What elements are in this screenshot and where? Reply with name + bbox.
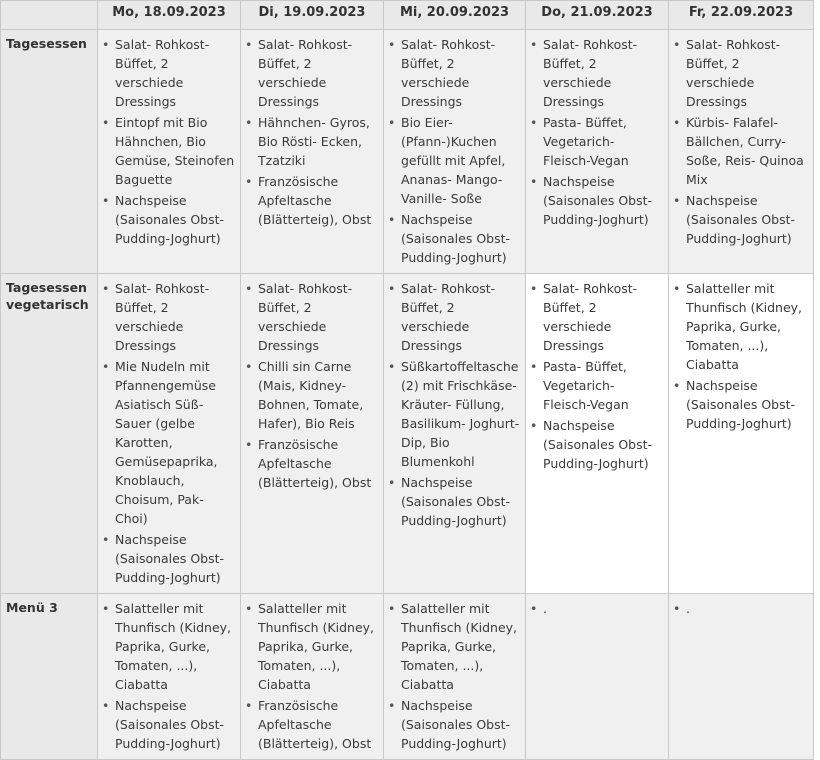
dish-list — [669, 599, 809, 618]
dish-item: • Salat- Rohkost-Büffet, 2 verschiede Dressings — [401, 279, 521, 355]
dish-item: • . — [543, 599, 664, 618]
dish-item: • Salat- Rohkost-Büffet, 2 verschiede Dressings — [401, 35, 521, 111]
dish-list — [384, 599, 521, 753]
row-label: Tagesessen vegetarisch — [1, 274, 98, 594]
dish-item: • Nachspeise (Saisonales Obst-Pudding-Joghurt) — [115, 191, 236, 248]
dish-item: • Chilli sin Carne (Mais, Kidney-Bohnen, Tomate, Hafer), Bio Reis — [258, 357, 379, 433]
dish-list — [526, 35, 664, 229]
dish-item: • Nachspeise (Saisonales Obst-Pudding-Joghurt) — [115, 530, 236, 587]
menu-cell-wed — [384, 30, 526, 274]
dish-list — [384, 35, 521, 267]
dish-list — [669, 35, 809, 248]
row-menu-3 — [1, 594, 814, 760]
dish-item: • Französische Apfeltasche (Blätterteig), Obst — [258, 435, 379, 492]
day-header-wed: Mi, 20.09.2023 — [384, 1, 526, 30]
menu-cell-tue — [241, 274, 384, 594]
dish-item: • Eintopf mit Bio Hähnchen, Bio Gemüse, Steinofen Baguette — [115, 113, 236, 189]
dish-item: • . — [686, 599, 809, 618]
dish-item: • Nachspeise (Saisonales Obst-Pudding-Joghurt) — [401, 473, 521, 530]
menu-cell-mon — [98, 274, 241, 594]
row-label: Tagesessen — [1, 30, 98, 274]
menu-cell-fri — [669, 30, 814, 274]
dish-list — [241, 279, 379, 492]
row-tagesessen — [1, 30, 814, 274]
dish-item: • Salat- Rohkost-Büffet, 2 verschiede Dressings — [258, 35, 379, 111]
dish-item: • Salatteller mit Thunfisch (Kidney, Paprika, Gurke, Tomaten, ...), Ciabatta — [258, 599, 379, 694]
day-header-thu: Do, 21.09.2023 — [526, 1, 669, 30]
dish-item: • Salatteller mit Thunfisch (Kidney, Paprika, Gurke, Tomaten, ...), Ciabatta — [686, 279, 809, 374]
dish-item: • Nachspeise (Saisonales Obst-Pudding-Joghurt) — [401, 210, 521, 267]
dish-item: • Salat- Rohkost-Büffet, 2 verschiede Dressings — [543, 279, 664, 355]
dish-list — [98, 279, 236, 587]
row-tagesessen-vegetarisch — [1, 274, 814, 594]
day-header-tue: Di, 19.09.2023 — [241, 1, 384, 30]
menu-cell-thu — [526, 594, 669, 760]
menu-cell-tue — [241, 30, 384, 274]
dish-item: • Kürbis- Falafel-Bällchen, Curry-Soße, Reis- Quinoa Mix — [686, 113, 809, 189]
dish-list — [241, 35, 379, 229]
dish-item: • Salatteller mit Thunfisch (Kidney, Paprika, Gurke, Tomaten, ...), Ciabatta — [115, 599, 236, 694]
dish-item: • Nachspeise (Saisonales Obst-Pudding-Joghurt) — [543, 416, 664, 473]
dish-item: • Süßkartoffeltasche (2) mit Frischkäse-Kräuter- Füllung, Basilikum- Joghurt-Dip, Bio Blumenkohl — [401, 357, 521, 471]
dish-item: • Salat- Rohkost-Büffet, 2 verschiede Dressings — [686, 35, 809, 111]
dish-item: • Nachspeise (Saisonales Obst-Pudding-Joghurt) — [401, 696, 521, 753]
dish-item: • Französische Apfeltasche (Blätterteig), Obst — [258, 172, 379, 229]
dish-item: • Salat- Rohkost-Büffet, 2 verschiede Dressings — [258, 279, 379, 355]
dish-item: • Nachspeise (Saisonales Obst-Pudding-Joghurt) — [686, 191, 809, 248]
menu-cell-wed — [384, 274, 526, 594]
dish-item: • Salat- Rohkost-Büffet, 2 verschiede Dressings — [115, 279, 236, 355]
dish-list — [98, 35, 236, 248]
header-corner — [1, 1, 98, 30]
menu-cell-tue — [241, 594, 384, 760]
dish-item: • Nachspeise (Saisonales Obst-Pudding-Joghurt) — [543, 172, 664, 229]
dish-item: • Nachspeise (Saisonales Obst-Pudding-Joghurt) — [115, 696, 236, 753]
dish-item: • Salat- Rohkost-Büffet, 2 verschiede Dressings — [543, 35, 664, 111]
menu-cell-fri — [669, 274, 814, 594]
dish-item: • Mie Nudeln mit Pfannengemüse Asiatisch Süß-Sauer (gelbe Karotten, Gemüsepaprika, Knoblauch, Choisum, Pak-Choi) — [115, 357, 236, 528]
dish-item: • Hähnchen- Gyros, Bio Rösti- Ecken, Tzatziki — [258, 113, 379, 170]
dish-item: • Salatteller mit Thunfisch (Kidney, Paprika, Gurke, Tomaten, ...), Ciabatta — [401, 599, 521, 694]
dish-item: • Nachspeise (Saisonales Obst-Pudding-Joghurt) — [686, 376, 809, 433]
dish-item: • Französische Apfeltasche (Blätterteig), Obst — [258, 696, 379, 753]
menu-cell-fri — [669, 594, 814, 760]
menu-cell-mon — [98, 594, 241, 760]
dish-item: • Pasta- Büffet, Vegetarich- Fleisch-Vegan — [543, 113, 664, 170]
dish-item: • Pasta- Büffet, Vegetarich- Fleisch-Vegan — [543, 357, 664, 414]
dish-list — [526, 599, 664, 618]
menu-cell-thu — [526, 30, 669, 274]
menu-cell-wed — [384, 594, 526, 760]
dish-item: • Bio Eier-(Pfann-)Kuchen gefüllt mit Apfel, Ananas- Mango-Vanille- Soße — [401, 113, 521, 208]
dish-list — [98, 599, 236, 753]
row-label: Menü 3 — [1, 594, 98, 760]
dish-list — [669, 279, 809, 433]
header-row — [1, 1, 814, 30]
day-header-fri: Fr, 22.09.2023 — [669, 1, 814, 30]
dish-item: • Salat- Rohkost-Büffet, 2 verschiede Dressings — [115, 35, 236, 111]
dish-list — [526, 279, 664, 473]
menu-cell-mon — [98, 30, 241, 274]
dish-list — [241, 599, 379, 753]
dish-list — [384, 279, 521, 530]
menu-cell-thu — [526, 274, 669, 594]
day-header-mon: Mo, 18.09.2023 — [98, 1, 241, 30]
